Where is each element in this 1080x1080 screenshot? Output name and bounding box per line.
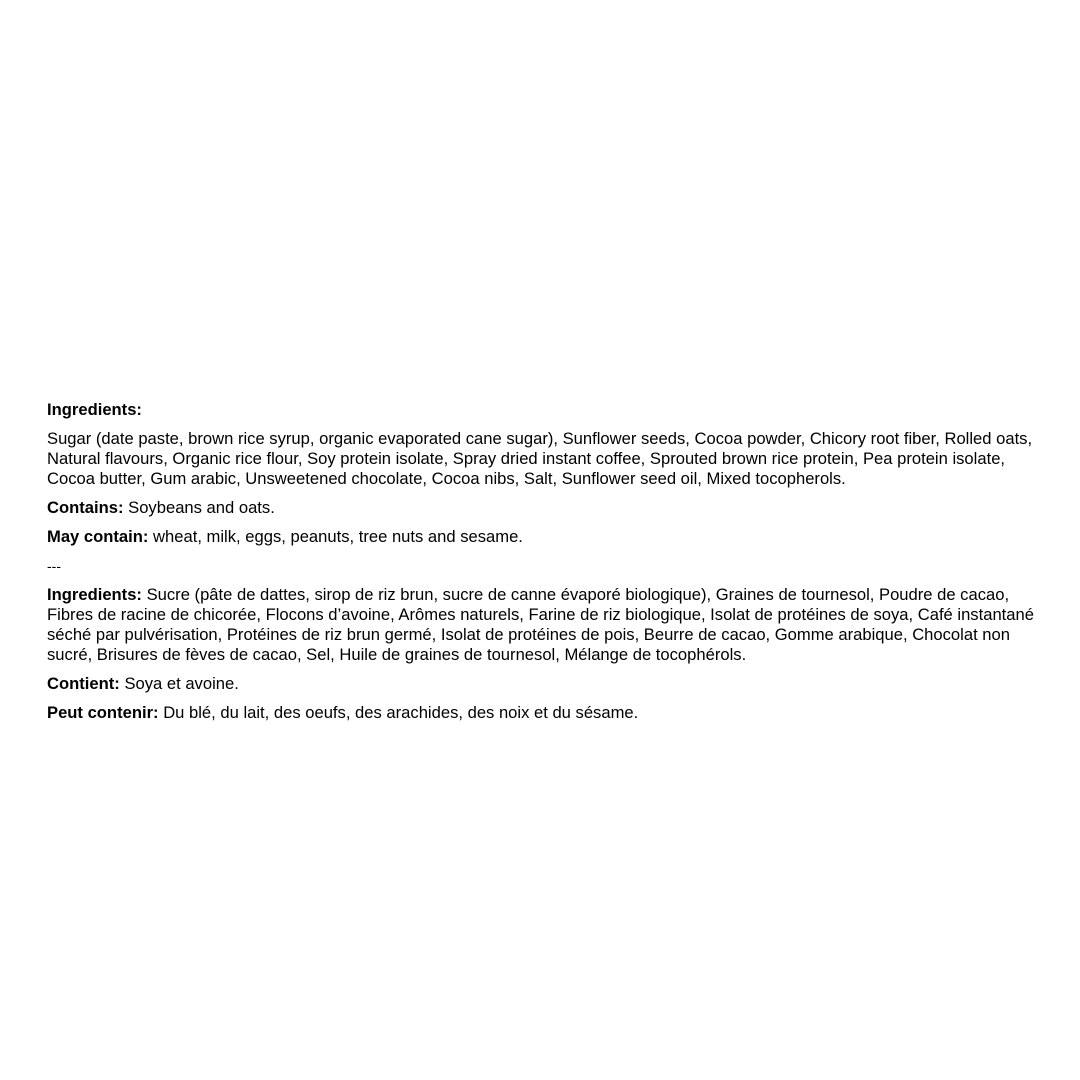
english-may-contain-label: May contain: (47, 527, 149, 546)
language-separator: --- (47, 558, 61, 574)
english-contains-text: Soybeans and oats. (128, 498, 275, 517)
french-may-contain-label: Peut contenir: (47, 703, 159, 722)
english-may-contain-text: wheat, milk, eggs, peanuts, tree nuts and sesame. (153, 527, 523, 546)
french-may-contain-text: Du blé, du lait, des oeufs, des arachides, des noix et du sésame. (163, 703, 639, 722)
french-contains-line (47, 674, 1042, 694)
ingredients-label-document (47, 400, 1042, 732)
french-contains-text: Soya et avoine. (124, 674, 239, 693)
english-contains-label: Contains: (47, 498, 124, 517)
french-ingredients-label: Ingredients: (47, 585, 142, 604)
english-ingredients-heading: Ingredients: (47, 400, 142, 419)
french-may-contain-line (47, 703, 1042, 723)
french-contains-label: Contient: (47, 674, 120, 693)
french-ingredients-text: Sucre (pâte de dattes, sirop de riz brun, sucre de canne évaporé biologique), Graines de tournesol, Poudre de cacao, Fibres de racine de chicorée, Flocons d’avoine, Arômes naturels, Farine de riz biologique, Isolat de protéines de soya, Café instantané séché par pulvérisation, Protéines de riz brun germé, Isolat de protéines de pois, Beurre de cacao, Gomme arabique, Chocolat non sucré, Brisures de fèves de cacao, Sel, Huile de graines de tournesol, Mélange de tocophérols. (47, 585, 1034, 664)
french-ingredients-line (47, 585, 1042, 665)
english-contains-line (47, 498, 1042, 518)
english-ingredients-list: Sugar (date paste, brown rice syrup, organic evaporated cane sugar), Sunflower seeds, Cocoa powder, Chicory root fiber, Rolled oats, Natural flavours, Organic rice flour, Soy protein isolate, Spray dried instant coffee, Sprouted brown rice protein, Pea protein isolate, Cocoa butter, Gum arabic, Unsweetened chocolate, Cocoa nibs, Salt, Sunflower seed oil, Mixed tocopherols. (47, 429, 1033, 488)
english-may-contain-line (47, 527, 1042, 547)
